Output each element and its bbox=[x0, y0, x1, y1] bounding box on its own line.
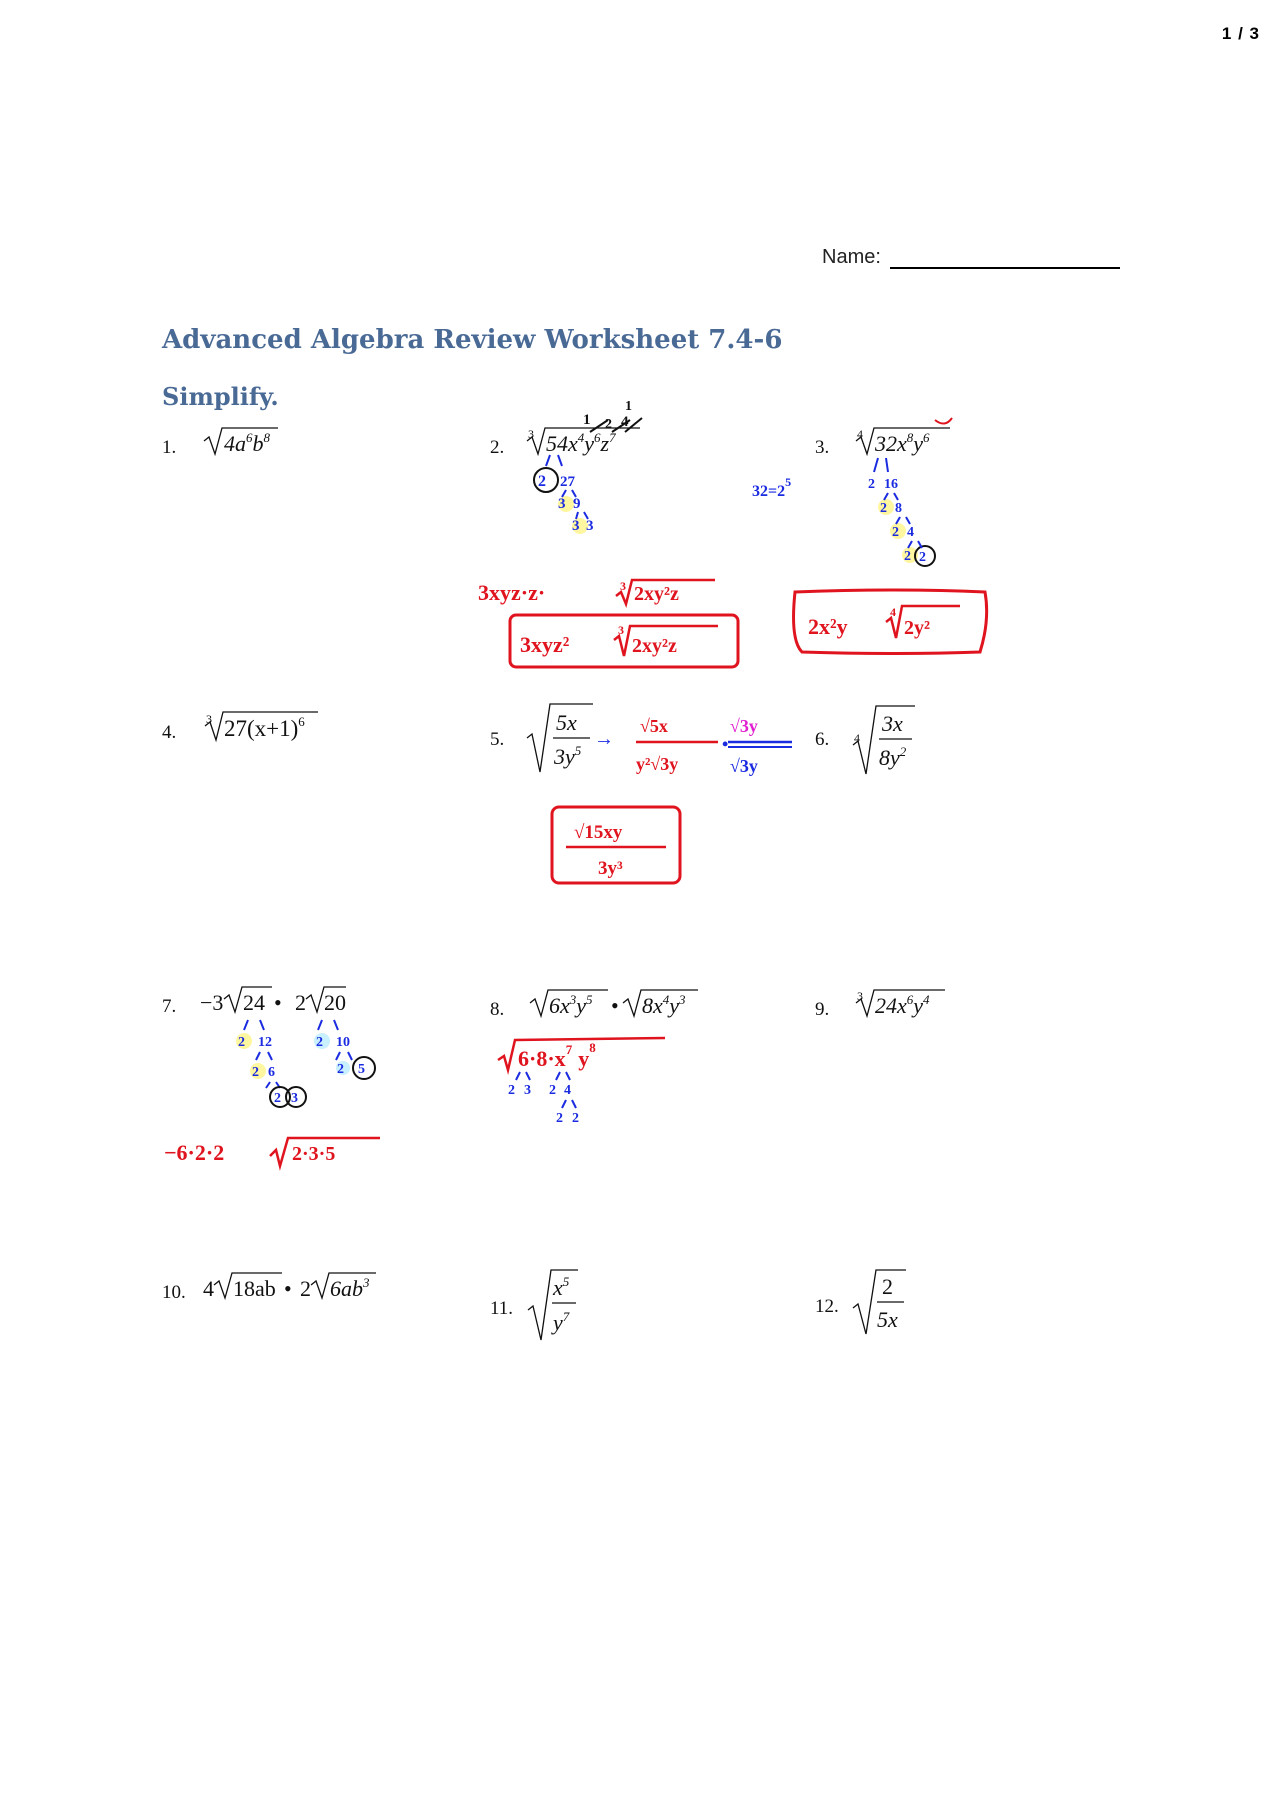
answer: 2x²y bbox=[808, 614, 848, 639]
mark: 4 bbox=[621, 414, 629, 430]
numerator: 5x bbox=[556, 710, 577, 735]
mark: 1 bbox=[583, 412, 591, 428]
multiply-dot: • bbox=[611, 993, 619, 1018]
annotation-p8 bbox=[498, 1038, 665, 1126]
factor: 2 bbox=[892, 525, 899, 540]
problem-number: 8. bbox=[490, 999, 505, 1020]
work-line: −6·2·2 bbox=[164, 1140, 225, 1165]
coefficient: 4 bbox=[203, 1276, 214, 1301]
work-line: 3xyz·z· bbox=[478, 580, 546, 605]
problem-number: 11. bbox=[490, 1298, 514, 1319]
work-radicand: 2xy²z bbox=[634, 583, 679, 605]
factor: 2 bbox=[868, 477, 875, 492]
factor: 2 bbox=[572, 1111, 579, 1126]
numerator: 3x bbox=[882, 711, 903, 736]
factor: 27 bbox=[560, 474, 575, 490]
denominator: 5x bbox=[877, 1307, 898, 1332]
radicand: $54x^4y^6z^7$ bbox=[546, 430, 616, 456]
problem-7 bbox=[162, 987, 346, 1017]
problem-4 bbox=[162, 712, 318, 743]
problem-11 bbox=[490, 1270, 578, 1340]
mark: 1 bbox=[625, 399, 632, 414]
radicand: $24x^6y^4$ bbox=[875, 992, 930, 1018]
answer-numerator: √15xy bbox=[574, 822, 623, 843]
problem-3 bbox=[815, 427, 950, 458]
radical-index: 3 bbox=[620, 579, 626, 593]
instruction: Simplify. bbox=[162, 382, 279, 411]
factor: 8 bbox=[895, 501, 902, 516]
factor: 3 bbox=[524, 1083, 531, 1098]
problem-number: 4. bbox=[162, 722, 177, 743]
problem-12 bbox=[815, 1270, 906, 1334]
annotation-p5 bbox=[552, 716, 792, 883]
factor: 2 bbox=[549, 1083, 556, 1098]
radical-index: 4 bbox=[857, 427, 863, 441]
worksheet-title: Advanced Algebra Review Worksheet 7.4-6 bbox=[162, 325, 783, 355]
radicand: $6ab^3$ bbox=[330, 1275, 370, 1301]
radical-index: 3 bbox=[206, 712, 212, 726]
step-denominator: y²√3y bbox=[636, 754, 679, 774]
problem-number: 7. bbox=[162, 996, 177, 1017]
factor: 4 bbox=[564, 1083, 571, 1098]
factor: 3 bbox=[572, 518, 580, 534]
factor: 5 bbox=[358, 1062, 365, 1077]
radicand: $27(x+1)^6$ bbox=[224, 714, 305, 741]
step-numerator: √5x bbox=[640, 716, 668, 736]
side-note: $32=2^5$ bbox=[752, 475, 792, 500]
problem-2 bbox=[490, 427, 640, 458]
radical-index: 4 bbox=[890, 605, 896, 619]
denominator: $8y^2$ bbox=[879, 744, 907, 770]
answer-radicand: 2y² bbox=[904, 617, 930, 639]
factor: 2 bbox=[508, 1083, 515, 1098]
answer: 3xyz² bbox=[520, 632, 570, 657]
arrow: → bbox=[594, 728, 614, 750]
factor: 2 bbox=[556, 1111, 563, 1126]
problem-10 bbox=[162, 1273, 376, 1303]
factor: 2 bbox=[274, 1091, 281, 1106]
factor: 2 bbox=[316, 1035, 323, 1050]
denominator: $y^7$ bbox=[553, 1309, 570, 1335]
factor: 2 bbox=[919, 550, 926, 565]
factor: 2 bbox=[337, 1062, 344, 1077]
factor: 3 bbox=[586, 518, 594, 534]
factor: 6 bbox=[268, 1065, 275, 1080]
radicand: 24 bbox=[243, 990, 265, 1015]
multiply-dot: • bbox=[722, 734, 729, 754]
factor: 9 bbox=[573, 496, 581, 512]
denominator: $3y^5$ bbox=[554, 743, 582, 769]
radical-index: 3 bbox=[528, 427, 534, 441]
radicand: $4a^6b^8$ bbox=[224, 430, 270, 456]
factor: 2 bbox=[252, 1065, 259, 1080]
radicand: 20 bbox=[324, 990, 346, 1015]
work-line: $6\cdot 8\cdot x^7$ $y^8$ bbox=[518, 1040, 596, 1071]
radicand: $32x^8y^6$ bbox=[875, 430, 930, 456]
answer-denominator: 3y³ bbox=[598, 858, 623, 879]
problem-number: 2. bbox=[490, 437, 505, 458]
factor: 2 bbox=[904, 549, 911, 564]
multiplier-numerator: √3y bbox=[730, 716, 758, 736]
problem-6 bbox=[815, 706, 915, 774]
name-label: Name: bbox=[822, 246, 881, 268]
problem-number: 12. bbox=[815, 1296, 839, 1317]
factor: 16 bbox=[884, 477, 898, 492]
radicand: $8x^4y^3$ bbox=[642, 992, 686, 1018]
radical-index: 3 bbox=[857, 989, 863, 1003]
multiply-dot: • bbox=[284, 1276, 292, 1301]
coefficient: 2 bbox=[300, 1276, 311, 1301]
problem-number: 3. bbox=[815, 437, 830, 458]
numerator: 2 bbox=[882, 1274, 893, 1299]
factor: 2 bbox=[238, 1035, 245, 1050]
answer-radicand: 2xy²z bbox=[632, 635, 677, 657]
radical-index: 4 bbox=[854, 731, 860, 745]
problem-number: 10. bbox=[162, 1282, 186, 1303]
radical-index: 3 bbox=[618, 623, 624, 637]
multiply-dot: • bbox=[274, 990, 282, 1015]
problem-number: 5. bbox=[490, 729, 505, 750]
problem-9 bbox=[815, 989, 945, 1020]
coefficient: −3 bbox=[200, 990, 224, 1015]
problem-5 bbox=[490, 704, 593, 772]
work-radicand: 2·3·5 bbox=[292, 1143, 336, 1165]
annotation-p7 bbox=[164, 1020, 380, 1166]
radicand: $6x^3y^5$ bbox=[549, 992, 593, 1018]
problem-1 bbox=[162, 428, 278, 458]
factor: 2 bbox=[880, 501, 887, 516]
factor: 12 bbox=[258, 1035, 272, 1050]
numerator: $x^5$ bbox=[553, 1274, 570, 1300]
handwritten-annotations bbox=[164, 399, 987, 1166]
mark: 2 bbox=[605, 417, 612, 432]
factor: 3 bbox=[558, 496, 566, 512]
problem-number: 1. bbox=[162, 437, 177, 458]
factor: 10 bbox=[336, 1035, 350, 1050]
annotation-p3 bbox=[752, 418, 987, 654]
multiplier-denominator: √3y bbox=[730, 756, 758, 776]
radicand: 18ab bbox=[233, 1276, 276, 1301]
page-indicator: 1 / 3 bbox=[1221, 24, 1260, 43]
problem-8 bbox=[490, 990, 698, 1020]
problem-number: 6. bbox=[815, 729, 830, 750]
factor: 2 bbox=[538, 473, 546, 490]
factor: 3 bbox=[291, 1091, 298, 1106]
problem-number: 9. bbox=[815, 999, 830, 1020]
coefficient: 2 bbox=[295, 990, 306, 1015]
factor: 4 bbox=[907, 525, 914, 540]
